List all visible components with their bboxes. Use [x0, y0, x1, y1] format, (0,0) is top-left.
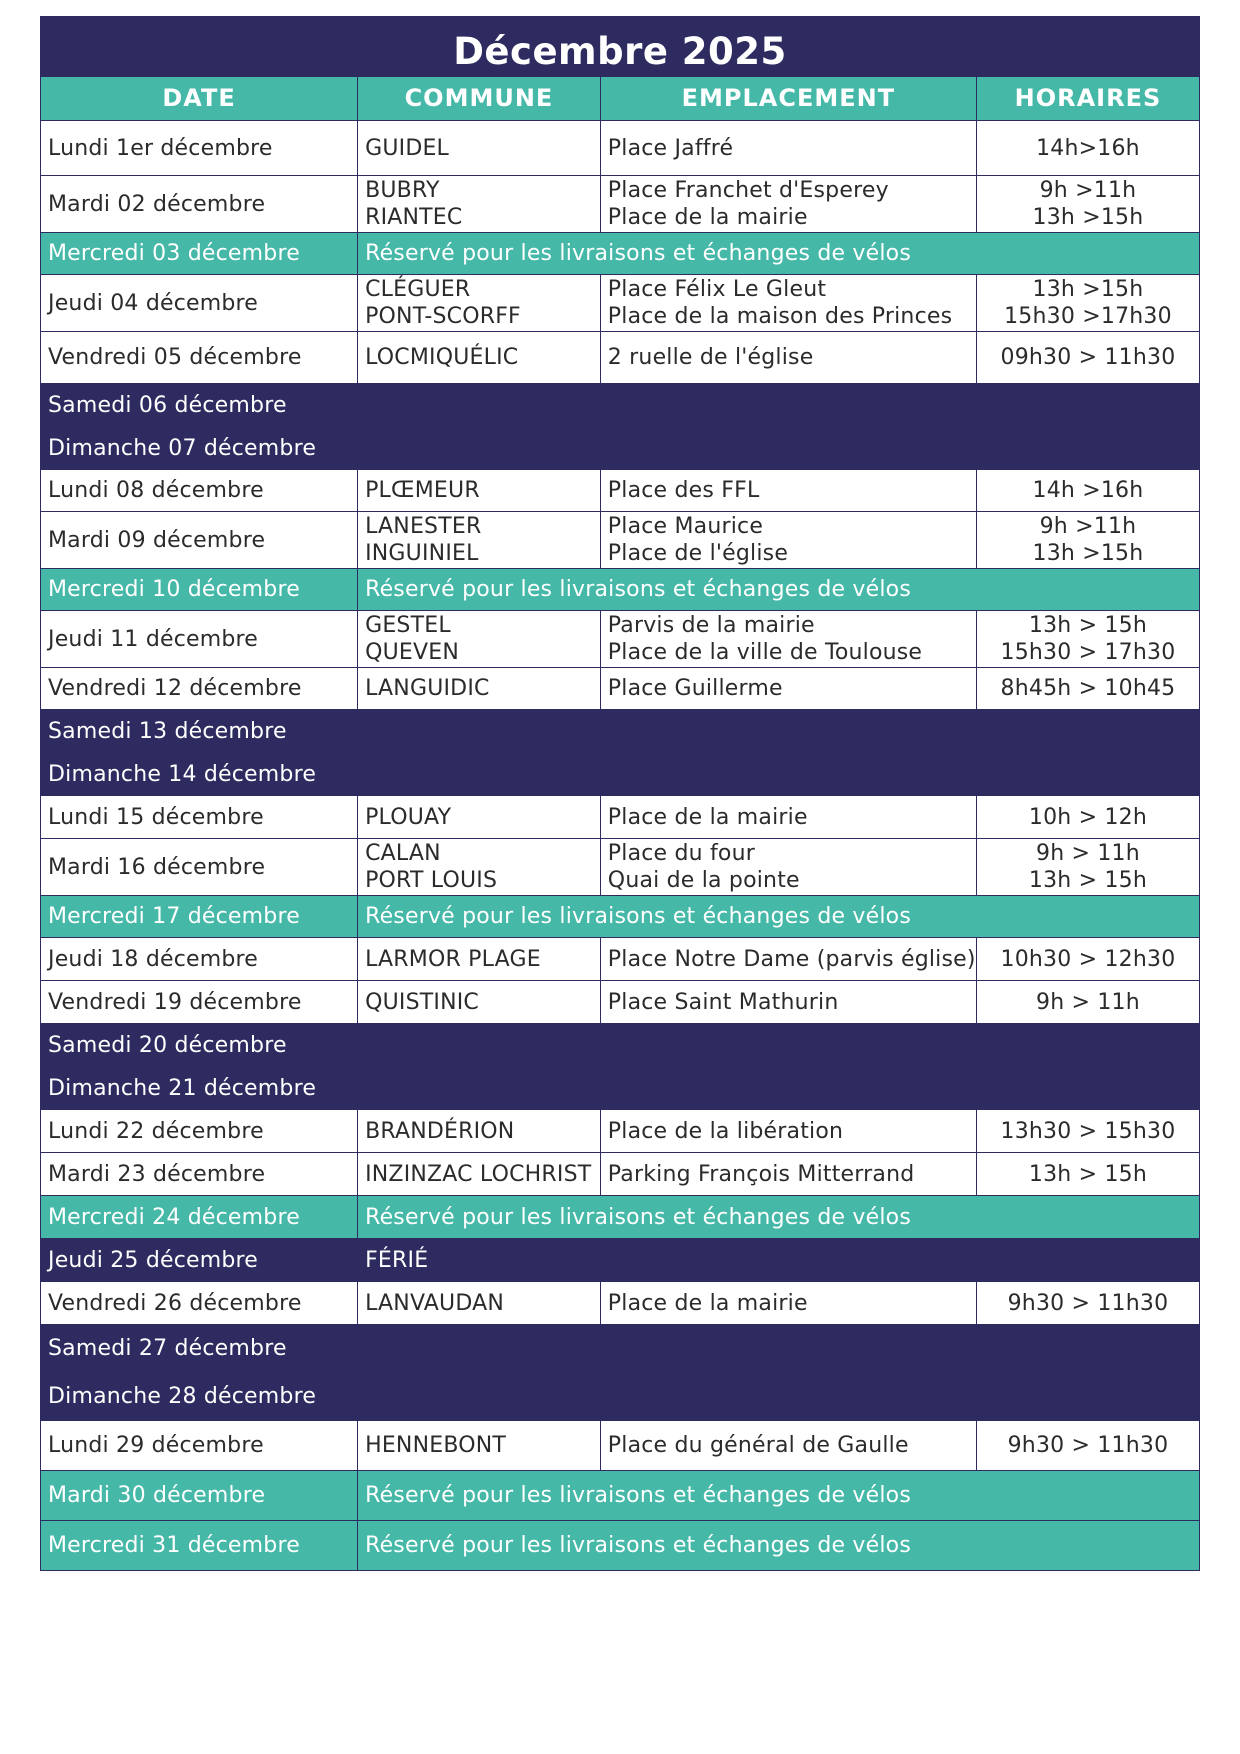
horaire-value: 14h>16h	[1036, 135, 1140, 161]
table-row	[41, 470, 1200, 512]
emplacement-cell	[600, 1110, 976, 1153]
date-cell: Vendredi 19 décembre	[41, 981, 358, 1024]
date-cell: Mercredi 03 décembre	[41, 233, 358, 275]
horaires-cell	[976, 512, 1199, 569]
emplacement-name: Parvis de la mairie	[607, 613, 815, 638]
table-row	[41, 710, 1200, 753]
date-cell: Samedi 13 décembre	[41, 710, 358, 753]
page-title: Décembre 2025	[40, 16, 1200, 77]
commune-name: HENNEBONT	[365, 1433, 507, 1458]
table-row	[41, 1325, 1200, 1373]
reserved-note: Réservé pour les livraisons et échanges de vélos	[358, 569, 1200, 611]
weekend-empty	[358, 427, 1200, 470]
emplacement-name: Place de la ville de Toulouse	[607, 640, 923, 665]
horaires-cell	[976, 121, 1199, 176]
table-row	[41, 796, 1200, 839]
commune-cell	[358, 981, 601, 1024]
reserved-note: Réservé pour les livraisons et échanges de vélos	[358, 1196, 1200, 1239]
date-cell: Lundi 08 décembre	[41, 470, 358, 512]
horaires-cell	[976, 839, 1199, 896]
weekend-empty	[358, 753, 1200, 796]
emplacement-name: Place du four	[607, 841, 755, 866]
table-row	[41, 1153, 1200, 1196]
emplacement-cell	[600, 981, 976, 1024]
emplacement-cell	[600, 1421, 976, 1471]
reserved-note: Réservé pour les livraisons et échanges de vélos	[358, 896, 1200, 938]
date-cell: Dimanche 07 décembre	[41, 427, 358, 470]
table-row	[41, 332, 1200, 384]
date-cell: Mercredi 17 décembre	[41, 896, 358, 938]
emplacement-name: Place Notre Dame (parvis église)	[607, 946, 976, 972]
emplacement-cell	[600, 611, 976, 668]
table-row	[41, 176, 1200, 233]
commune-name: RIANTEC	[365, 205, 463, 230]
horaire-value: 13h >15h	[1032, 205, 1144, 230]
date-cell: Jeudi 11 décembre	[41, 611, 358, 668]
horaire-value: 9h > 11h	[1036, 989, 1140, 1015]
commune-name: QUISTINIC	[365, 989, 479, 1015]
commune-cell	[358, 332, 601, 384]
emplacement-name: Place Félix Le Gleut	[607, 277, 827, 302]
table-row	[41, 611, 1200, 668]
horaires-cell	[976, 668, 1199, 710]
commune-cell	[358, 611, 601, 668]
date-cell: Lundi 22 décembre	[41, 1110, 358, 1153]
commune-name: INGUINIEL	[365, 541, 479, 566]
horaires-cell	[976, 796, 1199, 839]
weekend-empty	[358, 384, 1200, 427]
commune-name: QUEVEN	[365, 640, 460, 665]
horaires-cell	[976, 1421, 1199, 1471]
horaire-value: 13h > 15h	[1028, 613, 1148, 638]
commune-name: PLŒMEUR	[365, 478, 480, 503]
table-row	[41, 753, 1200, 796]
table-row	[41, 1067, 1200, 1110]
table-row	[41, 1471, 1200, 1521]
date-cell: Mercredi 10 décembre	[41, 569, 358, 611]
horaires-cell	[976, 1282, 1199, 1325]
horaires-cell	[976, 332, 1199, 384]
commune-name: LANVAUDAN	[365, 1290, 505, 1316]
date-cell: Lundi 1er décembre	[41, 121, 358, 176]
table-row	[41, 1110, 1200, 1153]
emplacement-name: Place de la libération	[607, 1118, 844, 1144]
horaires-cell	[976, 938, 1199, 981]
table-header-row	[41, 77, 1200, 121]
horaires-cell	[976, 275, 1199, 332]
commune-cell	[358, 1282, 601, 1325]
commune-cell	[358, 512, 601, 569]
horaire-value: 09h30 > 11h30	[1000, 345, 1176, 370]
date-cell: Jeudi 04 décembre	[41, 275, 358, 332]
emplacement-name: Place Franchet d'Esperey	[607, 178, 889, 203]
table-body	[41, 121, 1200, 1571]
date-cell: Mardi 02 décembre	[41, 176, 358, 233]
horaires-cell	[976, 470, 1199, 512]
horaire-value: 9h30 > 11h30	[1007, 1433, 1169, 1458]
table-row	[41, 1282, 1200, 1325]
horaire-value: 9h >11h	[1039, 178, 1137, 203]
emplacement-cell	[600, 668, 976, 710]
horaires-cell	[976, 176, 1199, 233]
emplacement-name: Place de l'église	[607, 541, 789, 566]
emplacement-name: Quai de la pointe	[607, 868, 800, 893]
reserved-note: Réservé pour les livraisons et échanges de vélos	[358, 233, 1200, 275]
commune-name: GUIDEL	[365, 135, 450, 161]
table-row	[41, 1024, 1200, 1067]
weekend-empty	[358, 1373, 1200, 1421]
header-emplacement: EMPLACEMENT	[600, 77, 976, 121]
date-cell: Mardi 30 décembre	[41, 1471, 358, 1521]
table-row	[41, 1239, 1200, 1282]
schedule-sheet	[40, 16, 1200, 1571]
emplacement-name: Place des FFL	[607, 478, 760, 503]
emplacement-cell	[600, 512, 976, 569]
table-row	[41, 427, 1200, 470]
weekend-empty	[358, 1325, 1200, 1373]
commune-cell	[358, 938, 601, 981]
commune-cell	[358, 470, 601, 512]
date-cell: Lundi 29 décembre	[41, 1421, 358, 1471]
horaire-value: 14h >16h	[1032, 478, 1144, 503]
date-cell: Mardi 23 décembre	[41, 1153, 358, 1196]
horaires-cell	[976, 611, 1199, 668]
header-commune: COMMUNE	[358, 77, 601, 121]
table-row	[41, 569, 1200, 611]
date-cell: Samedi 20 décembre	[41, 1024, 358, 1067]
table-row	[41, 275, 1200, 332]
commune-cell	[358, 1110, 601, 1153]
date-cell: Mardi 16 décembre	[41, 839, 358, 896]
date-cell: Vendredi 05 décembre	[41, 332, 358, 384]
table-row	[41, 896, 1200, 938]
date-cell: Mercredi 24 décembre	[41, 1196, 358, 1239]
commune-name: GESTEL	[365, 613, 451, 638]
horaire-value: 8h45h > 10h45	[1000, 676, 1176, 701]
emplacement-name: Place de la mairie	[607, 1290, 808, 1316]
commune-name: LARMOR PLAGE	[365, 946, 541, 972]
emplacement-name: Place Saint Mathurin	[607, 989, 839, 1015]
horaire-value: 9h >11h	[1039, 514, 1137, 539]
reserved-note: Réservé pour les livraisons et échanges de vélos	[358, 1471, 1200, 1521]
commune-name: LANESTER	[365, 514, 482, 539]
emplacement-cell	[600, 121, 976, 176]
date-cell: Dimanche 21 décembre	[41, 1067, 358, 1110]
commune-cell	[358, 796, 601, 839]
table-row	[41, 233, 1200, 275]
horaire-value: 13h >15h	[1032, 277, 1144, 302]
commune-name: PORT LOUIS	[365, 868, 498, 893]
weekend-empty	[358, 710, 1200, 753]
date-cell: Jeudi 25 décembre	[41, 1239, 358, 1282]
commune-name: LOCMIQUÉLIC	[365, 345, 519, 370]
emplacement-cell	[600, 1282, 976, 1325]
emplacement-cell	[600, 938, 976, 981]
commune-name: PONT-SCORFF	[365, 304, 521, 329]
table-row	[41, 1196, 1200, 1239]
commune-cell	[358, 121, 601, 176]
date-cell: Vendredi 12 décembre	[41, 668, 358, 710]
horaire-value: 13h30 > 15h30	[1000, 1118, 1176, 1144]
date-cell: Lundi 15 décembre	[41, 796, 358, 839]
commune-cell	[358, 668, 601, 710]
commune-cell	[358, 839, 601, 896]
horaire-value: 13h > 15h	[1028, 1161, 1148, 1187]
schedule-table	[40, 77, 1200, 1571]
date-cell: Samedi 06 décembre	[41, 384, 358, 427]
horaire-value: 10h > 12h	[1028, 804, 1148, 830]
table-row	[41, 981, 1200, 1024]
emplacement-name: Parking François Mitterrand	[607, 1161, 915, 1187]
commune-name: BUBRY	[365, 178, 440, 203]
date-cell: Dimanche 14 décembre	[41, 753, 358, 796]
table-row	[41, 1373, 1200, 1421]
horaires-cell	[976, 1153, 1199, 1196]
emplacement-name: Place de la maison des Princes	[607, 304, 953, 329]
weekend-empty	[358, 1067, 1200, 1110]
horaire-value: 15h30 > 17h30	[1000, 640, 1176, 665]
table-row	[41, 384, 1200, 427]
emplacement-cell	[600, 839, 976, 896]
date-cell: Mercredi 31 décembre	[41, 1521, 358, 1571]
header-horaires: HORAIRES	[976, 77, 1199, 121]
horaire-value: 13h >15h	[1032, 541, 1144, 566]
date-cell: Vendredi 26 décembre	[41, 1282, 358, 1325]
table-row	[41, 839, 1200, 896]
table-row	[41, 938, 1200, 981]
horaires-cell	[976, 1110, 1199, 1153]
horaires-cell	[976, 981, 1199, 1024]
commune-cell	[358, 275, 601, 332]
emplacement-cell	[600, 470, 976, 512]
table-row	[41, 1421, 1200, 1471]
weekend-empty	[358, 1024, 1200, 1067]
emplacement-cell	[600, 332, 976, 384]
emplacement-name: Place Guillerme	[607, 676, 783, 701]
commune-name: LANGUIDIC	[365, 676, 490, 701]
emplacement-name: Place Jaffré	[607, 135, 734, 161]
horaire-value: 13h > 15h	[1028, 868, 1148, 893]
emplacement-name: 2 ruelle de l'église	[607, 345, 814, 370]
horaire-value: 10h30 > 12h30	[1000, 946, 1176, 972]
table-row	[41, 121, 1200, 176]
commune-name: CALAN	[365, 841, 441, 866]
header-date: DATE	[41, 77, 358, 121]
emplacement-name: Place Maurice	[607, 514, 764, 539]
date-cell: Samedi 27 décembre	[41, 1325, 358, 1373]
commune-name: CLÉGUER	[365, 277, 471, 302]
date-cell: Mardi 09 décembre	[41, 512, 358, 569]
holiday-label: FÉRIÉ	[358, 1239, 1200, 1282]
emplacement-name: Place du général de Gaulle	[607, 1433, 909, 1458]
horaire-value: 15h30 >17h30	[1004, 304, 1172, 329]
commune-cell	[358, 1421, 601, 1471]
table-row	[41, 1521, 1200, 1571]
table-row	[41, 512, 1200, 569]
emplacement-name: Place de la mairie	[607, 804, 808, 830]
emplacement-cell	[600, 1153, 976, 1196]
commune-name: PLOUAY	[365, 804, 452, 830]
commune-name: BRANDÉRION	[365, 1118, 515, 1144]
table-row	[41, 668, 1200, 710]
reserved-note: Réservé pour les livraisons et échanges de vélos	[358, 1521, 1200, 1571]
emplacement-cell	[600, 176, 976, 233]
commune-cell	[358, 1153, 601, 1196]
horaire-value: 9h > 11h	[1036, 841, 1140, 866]
emplacement-name: Place de la mairie	[607, 205, 808, 230]
emplacement-cell	[600, 796, 976, 839]
date-cell: Dimanche 28 décembre	[41, 1373, 358, 1421]
commune-name: INZINZAC LOCHRIST	[365, 1161, 592, 1187]
date-cell: Jeudi 18 décembre	[41, 938, 358, 981]
emplacement-cell	[600, 275, 976, 332]
horaire-value: 9h30 > 11h30	[1007, 1290, 1169, 1316]
commune-cell	[358, 176, 601, 233]
